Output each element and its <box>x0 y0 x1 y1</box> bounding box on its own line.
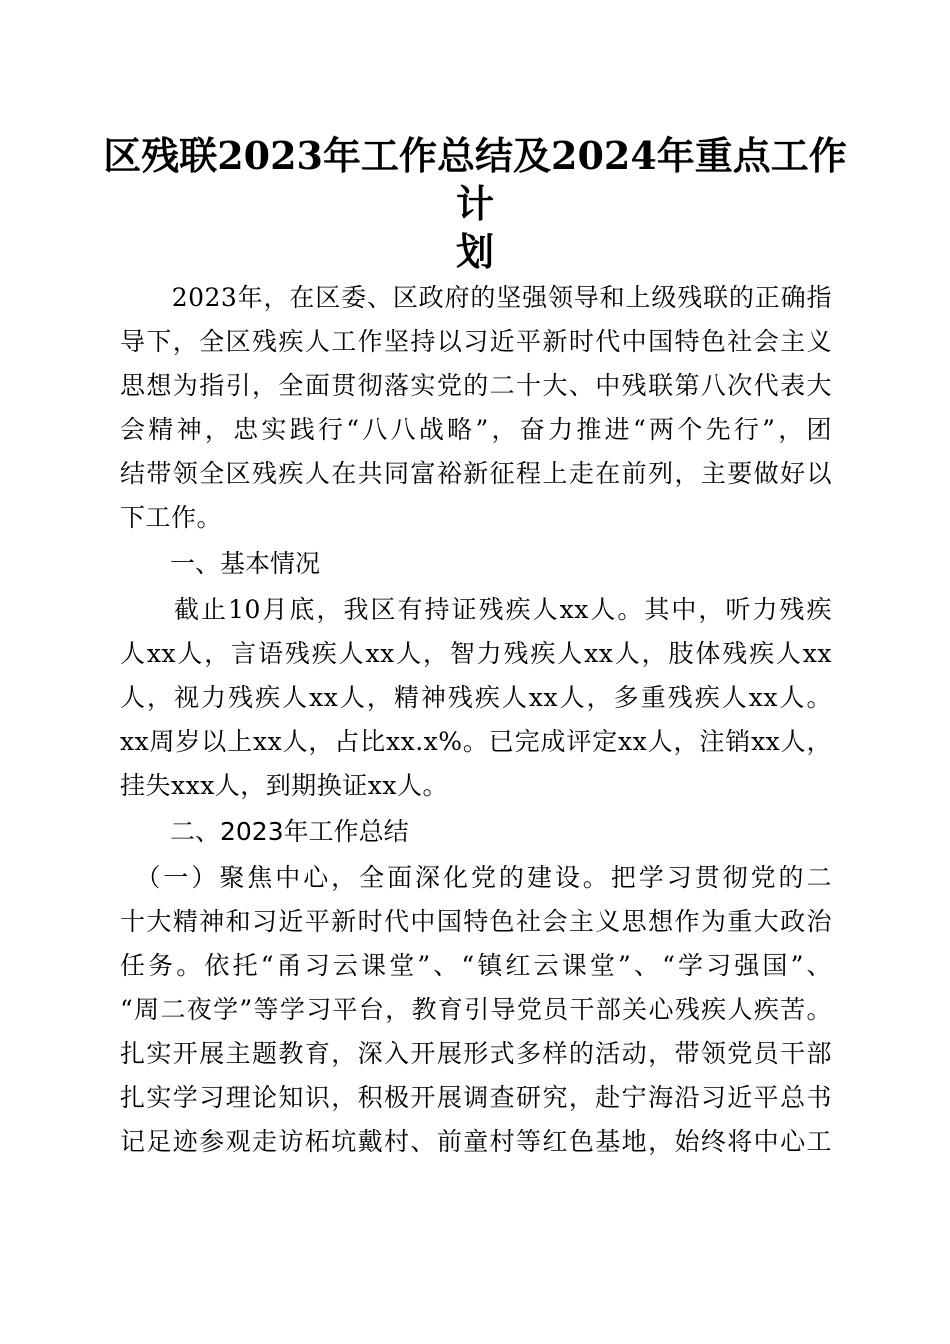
section2-paragraph-line: 记足迹参观走访柘坑戴村、前童村等红色基地，始终将中心工 <box>120 1127 832 1156</box>
section1-paragraph-line: 人，视力残疾人xx人，精神残疾人xx人，多重残疾人xx人。 <box>120 683 832 712</box>
section2-paragraph-line: 扎实学习理论知识，积极开展调查研究，赴宁海沿习近平总书 <box>120 1083 832 1112</box>
section-heading-2023-summary: 二、2023年工作总结 <box>170 817 409 846</box>
section1-paragraph-line: xx周岁以上xx人，占比xx.x%。已完成评定xx人，注销xx人， <box>120 727 832 756</box>
section2-paragraph-line: 扎实开展主题教育，深入开展形式多样的活动，带领党员干部 <box>120 1039 832 1068</box>
intro-paragraph-line: 下工作。 <box>120 503 223 532</box>
section-heading-basic-info: 一、基本情况 <box>170 549 321 578</box>
document-title <box>100 132 850 276</box>
section2-paragraph-line: “周二夜学”等学习平台，教育引导党员干部关心残疾人疾苦。 <box>120 995 832 1024</box>
title-line-1: 区残联2023年工作总结及2024年重点工作计 <box>103 133 847 226</box>
section1-paragraph-line: 截止10月底，我区有持证残疾人xx人。其中，听力残疾 <box>120 595 832 624</box>
section2-paragraph-line: 十大精神和习近平新时代中国特色社会主义思想作为重大政治 <box>120 907 832 936</box>
section1-paragraph-line: 人xx人，言语残疾人xx人，智力残疾人xx人，肢体残疾人xx <box>120 639 832 668</box>
intro-paragraph-line: 导下，全区残疾人工作坚持以习近平新时代中国特色社会主义 <box>120 327 832 356</box>
intro-paragraph-line: 结带领全区残疾人在共同富裕新征程上走在前列，主要做好以 <box>120 459 832 488</box>
section2-paragraph-line: 任务。依托“甬习云课堂”、“镇红云课堂”、“学习强国”、 <box>120 951 832 980</box>
intro-paragraph-line: 2023年，在区委、区政府的坚强领导和上级残联的正确指 <box>120 283 832 312</box>
title-line-2: 划 <box>455 229 494 274</box>
intro-paragraph-line: 会精神，忠实践行“八八战略”，奋力推进“两个先行”，团 <box>120 415 832 444</box>
section1-paragraph-line: 挂失xxx人，到期换证xx人。 <box>120 771 448 800</box>
section2-paragraph-line: （一）聚焦中心，全面深化党的建设。把学习贯彻党的二 <box>120 863 832 892</box>
intro-paragraph-line: 思想为指引，全面贯彻落实党的二十大、中残联第八次代表大 <box>120 371 832 400</box>
